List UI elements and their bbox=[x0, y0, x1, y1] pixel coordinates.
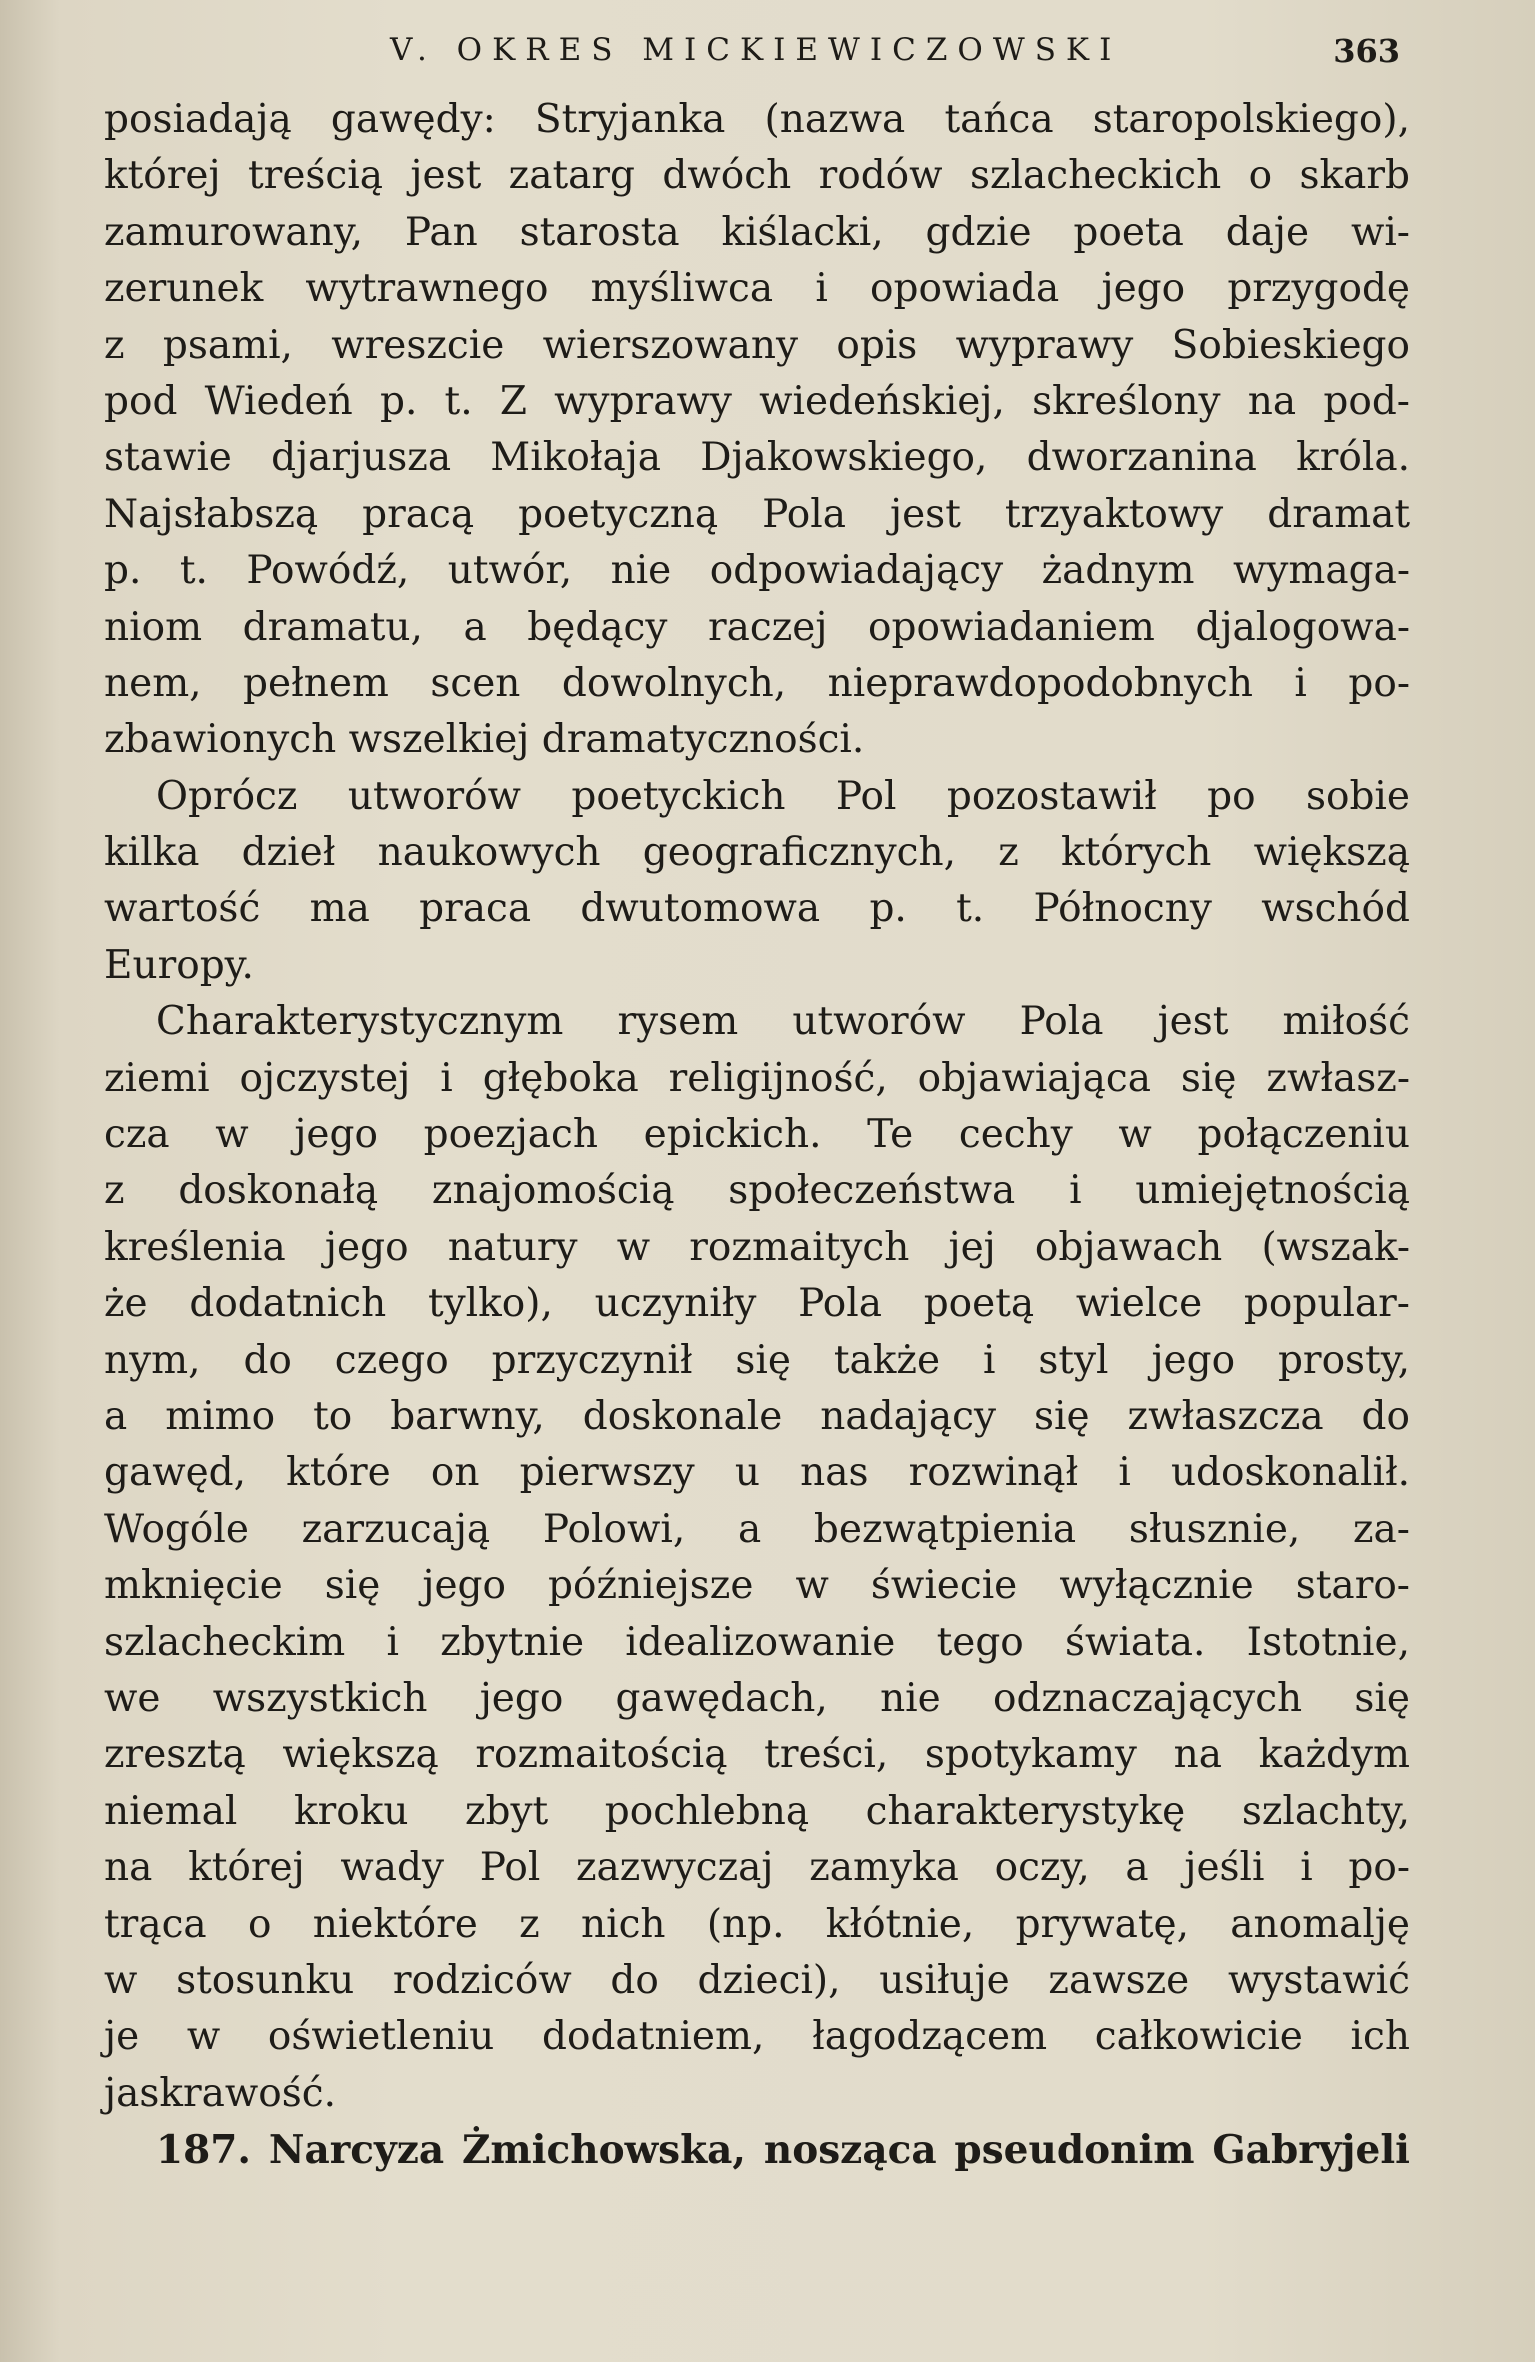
text-line: cza w jego poezjach epickich. Te cechy w połączeniu bbox=[104, 1112, 1410, 1158]
running-head: V. OKRES MICKIEWICZOWSKI bbox=[390, 32, 1122, 68]
text-line: Wogóle zarzucają Polowi, a bezwątpienia słusznie, za- bbox=[104, 1506, 1410, 1552]
text-line: gawęd, które on pierwszy u nas rozwinął i udoskonalił. bbox=[104, 1450, 1410, 1496]
text-line: we wszystkich jego gawędach, nie odznaczających się bbox=[104, 1675, 1410, 1721]
text-line: posiadają gawędy: Stryjanka (nazwa tańca staropolskiego), bbox=[104, 97, 1410, 142]
text-line: w stosunku rodziców do dzieci), usiłuje zawsze wystawić bbox=[104, 1957, 1410, 2003]
text-line: zamurowany, Pan starosta kiślacki, gdzie poeta daje wi- bbox=[104, 209, 1410, 255]
text-line: Najsłabszą pracą poetyczną Pola jest trzyaktowy dramat bbox=[104, 491, 1410, 537]
body-text bbox=[104, 92, 1410, 2178]
text-line: je w oświetleniu dodatniem, łagodzącem całkowicie ich bbox=[104, 2014, 1410, 2060]
text-line: mknięcie się jego późniejsze w świecie wyłącznie staro- bbox=[104, 1563, 1410, 1609]
text-line: pod Wiedeń p. t. Z wyprawy wiedeńskiej, skreślony na pod- bbox=[104, 378, 1410, 424]
text-line: kilka dzieł naukowych geograficznych, z których większą bbox=[104, 830, 1410, 876]
text-line: Charakterystycznym rysem utworów Pola jest miłość bbox=[156, 999, 1410, 1045]
text-line: zresztą większą rozmaitością treści, spotykamy na każdym bbox=[104, 1732, 1410, 1778]
text-line: ziemi ojczystej i głęboka religijność, objawiająca się zwłasz- bbox=[104, 1055, 1410, 1101]
text-line: z doskonałą znajomością społeczeństwa i umiejętnością bbox=[104, 1168, 1410, 1214]
text-line: wartość ma praca dwutomowa p. t. Północny wschód bbox=[104, 886, 1410, 932]
text-line: niemal kroku zbyt pochlebną charakterystykę szlachty, bbox=[104, 1788, 1410, 1834]
page-number: 363 bbox=[1333, 32, 1400, 70]
text-line: Oprócz utworów poetyckich Pol pozostawił po sobie bbox=[156, 773, 1410, 819]
text-line: że dodatnich tylko), uczyniły Pola poetą wielce popular- bbox=[104, 1281, 1410, 1327]
text-line: a mimo to barwny, doskonale nadający się zwłaszcza do bbox=[104, 1393, 1410, 1439]
text-line: zbawionych wszelkiej dramatyczności. bbox=[104, 717, 865, 763]
text-line: niom dramatu, a będący raczej opowiadaniem djalogowa- bbox=[104, 604, 1410, 650]
text-line: na której wady Pol zazwyczaj zamyka oczy, a jeśli i po- bbox=[104, 1845, 1410, 1891]
text-line: nem, pełnem scen dowolnych, nieprawdopodobnych i po- bbox=[104, 660, 1410, 706]
text-line: z psami, wreszcie wierszowany opis wyprawy Sobieskiego bbox=[104, 322, 1410, 368]
text-line: Europy. bbox=[104, 942, 254, 988]
text-line: nym, do czego przyczynił się także i styl jego prosty, bbox=[104, 1337, 1410, 1383]
text-line: szlacheckim i zbytnie idealizowanie tego świata. Istotnie, bbox=[104, 1619, 1410, 1665]
section-heading-line: 187. Narcyza Żmichowska, nosząca pseudonim Gabryjeli bbox=[156, 2127, 1410, 2174]
text-line: zerunek wytrawnego myśliwca i opowiada jego przygodę bbox=[104, 266, 1410, 312]
text-line: p. t. Powódź, utwór, nie odpowiadający żadnym wymaga- bbox=[104, 548, 1410, 594]
text-line: której treścią jest zatarg dwóch rodów szlacheckich o skarb bbox=[104, 153, 1410, 199]
text-line: trąca o niektóre z nich (np. kłótnie, prywatę, anomalję bbox=[104, 1901, 1410, 1947]
text-line: jaskrawość. bbox=[104, 2070, 337, 2116]
text-line: stawie djarjusza Mikołaja Djakowskiego, dworzanina króla. bbox=[104, 435, 1410, 481]
text-line: kreślenia jego natury w rozmaitych jej objawach (wszak- bbox=[104, 1224, 1410, 1270]
page-header bbox=[390, 32, 1400, 72]
